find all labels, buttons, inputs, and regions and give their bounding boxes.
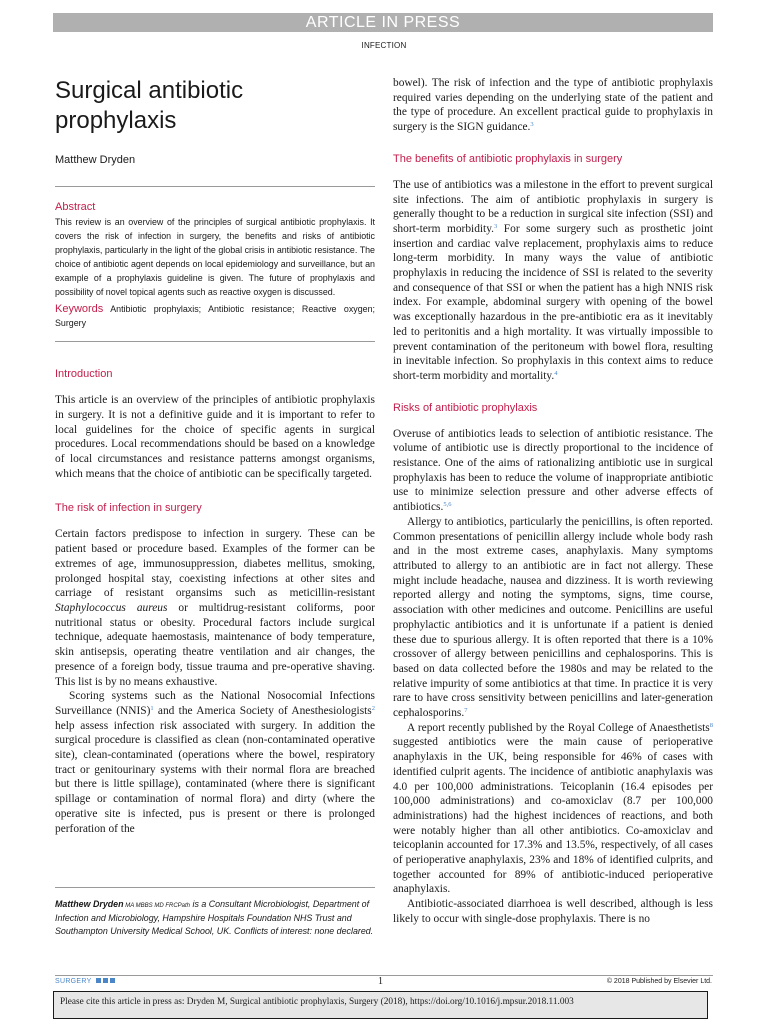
reference-link-8[interactable]: 8 <box>709 721 713 729</box>
benefits-heading: The benefits of antibiotic prophylaxis in surgery <box>393 152 623 165</box>
risks-paragraph-1 <box>393 427 713 515</box>
risks-p1-text: Overuse of antibiotics leads to selection of antibiotic resistance. The volume of antibiotic use is directly proportional to the incidence of resistance. One of the aims of rationalizing antibiotic use in surgical prophylaxis has been to reduce the volume of inappropriate antibiotic use to minimize selection pressure and other adverse effects of antibiotics. <box>393 427 713 514</box>
article-title <box>55 76 375 136</box>
risk-p2-part-a: Scoring systems such as the National Nosocomial Infections Surveillance (NNIS) <box>55 690 375 717</box>
left-column <box>55 76 375 836</box>
reference-link-4[interactable]: 4 <box>554 369 558 377</box>
right-column <box>393 76 713 927</box>
risk-paragraph-1 <box>55 527 375 689</box>
introduction-paragraph: This article is an overview of the principles of antibiotic prophylaxis in surgery. It is not a definitive guide and it is important to refer to local guidelines for the choice of specific agents in surgical procedures. Local recommendations should be based on a knowledge of local circumstances and resistance patterns amongst organisms, which means that the choice of antibiotic can be specifically targeted. <box>55 394 375 480</box>
abstract-box <box>55 186 375 342</box>
footer-divider <box>55 975 713 976</box>
risk-paragraph-2 <box>55 689 375 836</box>
reference-link-3[interactable]: 3 <box>530 121 534 129</box>
square-icon <box>96 978 101 983</box>
benefits-part-b: For some surgery such as prosthetic joint insertion and cardiac valve replacement, prophylaxis aims to reduce long-term morbidity. In many ways the value of antibiotic prophylaxis in reducing the incidence of SSI is related to the severity and consequence of that SSI or when the patient has a high NNIS risk index. For example, abdominal surgery with opening of the bowel was exceptionally hazardous in the pre-antibiotic era as it inevitably led to peritonitis and a high mortality. It was virtually impossible to prevent contamination of the peritoneum with bowel flora, resulting in inevitable infection. So prophylaxis in this context aims to reduce short-term morbidity and mortality. <box>393 222 713 382</box>
species-name: Staphylococcus aureus <box>55 601 168 614</box>
affiliation-degrees: MA MBBS MD FRCPath <box>123 903 191 909</box>
journal-name <box>55 978 115 985</box>
risk-of-infection-heading: The risk of infection in surgery <box>55 502 202 515</box>
risks-paragraph-4: Antibiotic-associated diarrhoea is well described, although is less likely to occur with single-dose prophylaxis. There is no <box>393 898 713 925</box>
continued-paragraph <box>393 76 713 135</box>
risks-paragraph-3 <box>393 721 713 897</box>
risk-p1-part-b: or multidrug-resistant coliforms, poor nutritional status or obesity. Procedural factors include surgical technique, adequate haemostasis, maintenance of body temperature, skin antisepsis, operating theatre ventilation and air changes, the presence of a foreign body, tissue trauma and pre-operative shaving. This list is by no means exhaustive. <box>55 601 375 688</box>
risks-p3-part-a: A report recently published by the Royal College of Anaesthetists <box>407 721 710 734</box>
reference-link-7[interactable]: 7 <box>464 707 468 715</box>
title-line-2: prophylaxis <box>55 107 177 134</box>
risk-p1-part-a: Certain factors predispose to infection in surgery. These can be patient based or procedure based. Examples of the former can be extremes of age, immunosuppression, diabetes mellitus, smoking, prolonged hospital stay, coexisting infections at other sites and carriage of resistant organsims such as meticillin-resistant <box>55 528 375 600</box>
copyright-notice: © 2018 Published by Elsevier Ltd. <box>606 978 712 985</box>
risks-paragraph-2 <box>393 515 713 721</box>
square-icon <box>110 978 115 983</box>
continued-text: bowel). The risk of infection and the type of antibiotic prophylaxis required varies depending on the underlying state of the patient and the type of procedure. An excellent practical guide to prophylaxis in surgery is the SIGN guidance. <box>393 77 713 134</box>
square-icon <box>103 978 108 983</box>
keywords-label: Keywords <box>55 303 104 316</box>
journal-label: SURGERY <box>55 978 92 985</box>
affiliation-name: Matthew Dryden <box>55 899 124 909</box>
keywords-list: Antibiotic prophylaxis; Antibiotic resistance; Reactive oxygen; Surgery <box>55 304 375 329</box>
risks-heading: Risks of antibiotic prophylaxis <box>393 401 538 414</box>
risk-p2-part-c: help assess infection risk associated with surgery. In addition the surgical procedure is classified as clean (non-contaminated operative site), clean-contaminated (operations where the bowel, respiratory tract or genitourinary systems with their normal flora are breached but there is little spillage), contaminated (where there is significant spillage or contamination of normal flora) and dirty (where the operative site is infected, pus is present or there is prolonged perforation of the <box>55 719 375 835</box>
benefits-paragraph <box>393 178 713 384</box>
author-name: Matthew Dryden <box>55 154 136 166</box>
abstract-heading: Abstract <box>55 201 96 213</box>
title-line-1: Surgical antibiotic <box>55 77 244 104</box>
keywords-line <box>55 303 375 331</box>
author-affiliation <box>55 887 375 937</box>
affiliation-text: is a Consultant Microbiologist, Department of Infection and Microbiology, Hampshire Hospitals Foundation NHS Trust and Southampton University Medical School, UK. Conflicts of interest: none declared. <box>55 899 374 936</box>
risks-p3-part-b: suggested antibiotics were the main cause of perioperative anaphylaxis in the UK, being responsible for 46% of cases with identified culprit agents. The incidence of antibiotic anaphylaxis was 4.0 per 100,000 administrations. Teicoplanin (16.4 episodes per 100,000 administrations) and co-amoxiclav (8.7 per 100,000 administrations) had the highest incidences of reactions, and both were notably higher than all other antibiotics. Co-amoxiclav and teicoplanin accounted for 17.3% and 13.5%, respectively, of all cases of perioperative anaphylaxis, 23% and 18% of identified culprits, and together accounted for 89% of antibiotic-induced perioperative anaphylaxis. <box>393 736 713 896</box>
reference-link-3b[interactable]: 3 <box>494 222 498 230</box>
citation-text[interactable]: Please cite this article in press as: Dryden M, Surgical antibiotic prophylaxis, Surgery (2018), https://doi.org/10.1016/j.mpsur.2018.11.003 <box>60 997 574 1007</box>
citation-box <box>53 991 708 1019</box>
page-number: 1 <box>378 976 383 987</box>
risk-p2-part-b: and the America Society of Anesthesiologists <box>153 704 372 717</box>
section-label: INFECTION <box>361 41 407 50</box>
benefits-part-a: The use of antibiotics was a milestone in the effort to prevent surgical site infections. The aim of antibiotic prophylaxis in surgery is generally thought to be a reduction in surgical site infection (SSI) and short-term morbidity. <box>393 178 713 235</box>
reference-link-1[interactable]: 1 <box>150 704 154 712</box>
article-in-press-banner: ARTICLE IN PRESS <box>53 13 713 32</box>
risks-p2-text: Allergy to antibiotics, particularly the penicillins, is often reported. Common presentations of penicillin allergy include whole body rash and in the most extreme cases, anaphylaxis. Many symptoms attributed to allergy to an antibiotic are in fact not allergy. These might include headache, nausea and dizziness. It is worth reviewing reported allergy and noting the symptoms, signs, time course, association with other medicines and outcome. Penicillins are useful prophylactic antibiotics and it is unfortunate if a patient is denied these due to spurious allergy. It is often reported that there is a 10% crossover of allergy between penicillins and cephalosporins. This is based on data collected before the 1980s and may be related to the relative impurity of some antibiotics at that time. In practice it is very rare to have cross sensitivity between penicillins and later-generation cephalosporins. <box>393 515 713 720</box>
reference-link-2[interactable]: 2 <box>371 704 375 712</box>
reference-link-5-6[interactable]: 5,6 <box>443 501 452 509</box>
introduction-heading: Introduction <box>55 368 113 381</box>
abstract-text: This review is an overview of the principles of surgical antibiotic prophylaxis. It covers the risk of infection in surgery, the benefits and risks of antibiotic prophylaxis, particularly in the light of the global crisis in antibiotic resistance. The choice of antibiotic agent depends on local epidemiology and surveillance, but an example of a prophylaxis guideline is given. The future of prophylaxis and possibility of novel topical agents such as reactive oxygen is discussed. <box>55 217 375 297</box>
